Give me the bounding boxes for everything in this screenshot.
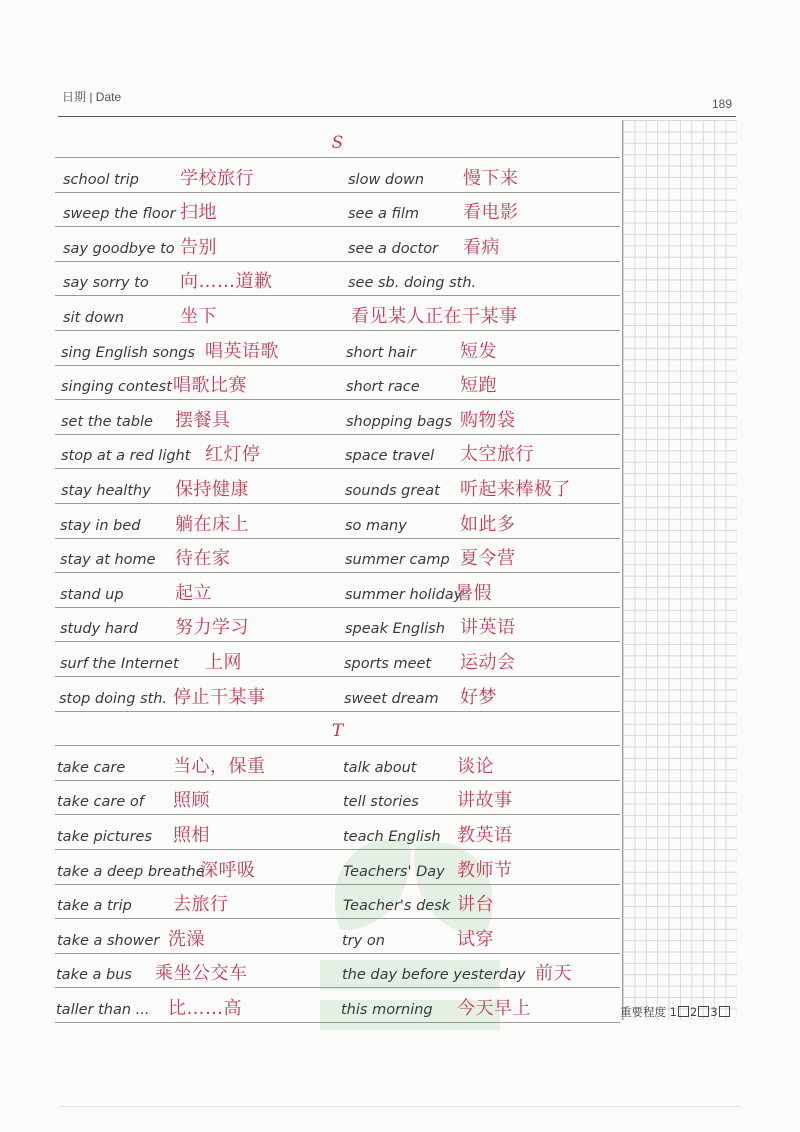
chinese-translation: 学校旅行 (180, 167, 254, 189)
english-phrase: teach English (343, 829, 441, 845)
chinese-translation: 去旅行 (173, 894, 229, 916)
grid-notes-panel (622, 120, 737, 1020)
vocab-row (55, 850, 620, 885)
top-rule (58, 116, 736, 117)
chinese-translation: 夏令营 (460, 548, 516, 570)
english-phrase: this morning (341, 1002, 433, 1018)
vocab-row (55, 746, 620, 781)
english-phrase: the day before yesterday (342, 967, 526, 984)
english-phrase: see sb. doing sth. (348, 275, 477, 292)
english-phrase: try on (342, 932, 385, 949)
bottom-rule (60, 1106, 740, 1107)
importance-level-2: 2 (689, 1005, 698, 1019)
vocab-row (55, 677, 620, 712)
english-phrase: tell stories (343, 794, 419, 811)
english-phrase: sweep the floor (63, 206, 176, 223)
english-phrase: say goodbye to (63, 240, 175, 257)
chinese-translation: 教师节 (457, 859, 513, 881)
english-phrase: Teachers' Day (343, 863, 445, 880)
english-phrase: stop at a red light (61, 448, 191, 465)
vocab-row (55, 919, 620, 954)
english-phrase: singing contest (61, 379, 172, 396)
section-letter: T (331, 721, 344, 742)
chinese-translation: 摆餐具 (175, 409, 231, 431)
chinese-translation: 讲台 (457, 894, 494, 916)
chinese-translation: 看病 (463, 236, 500, 258)
importance-checkbox-1[interactable] (678, 1006, 689, 1017)
english-phrase: stop doing sth. (59, 690, 168, 707)
chinese-translation: 看电影 (463, 202, 519, 224)
chinese-translation: 深呼吸 (200, 859, 256, 881)
chinese-translation: 太空旅行 (460, 444, 534, 466)
vocab-row (55, 434, 620, 469)
chinese-translation: 唱英语歌 (205, 340, 279, 362)
vocab-row (55, 538, 620, 573)
vocab-row (55, 988, 620, 1023)
chinese-translation: 看见某人正在干某事 (351, 306, 518, 327)
english-phrase: sweet dream (344, 690, 439, 707)
english-phrase: stay healthy (61, 483, 151, 499)
english-phrase: sit down (63, 310, 125, 326)
vocab-row (55, 400, 620, 435)
chinese-translation: 努力学习 (175, 617, 249, 639)
importance-rating (620, 1004, 731, 1020)
chinese-translation: 试穿 (457, 928, 494, 950)
chinese-translation: 运动会 (460, 652, 516, 673)
chinese-translation: 起立 (175, 582, 212, 604)
english-phrase: take a shower (57, 932, 160, 949)
english-phrase: study hard (60, 621, 139, 638)
english-phrase: stand up (60, 586, 124, 603)
section-header-t (55, 711, 620, 746)
english-phrase: sounds great (345, 483, 440, 499)
vocab-row (55, 158, 620, 193)
vocab-row (55, 573, 620, 608)
english-phrase: stay at home (60, 552, 156, 569)
vocab-row (55, 227, 620, 262)
english-phrase: shopping bags (346, 413, 452, 430)
vocab-row (55, 331, 620, 366)
vocab-row (55, 607, 620, 642)
english-phrase: take a trip (57, 898, 132, 915)
importance-checkbox-3[interactable] (719, 1006, 730, 1017)
english-phrase: stay in bed (60, 517, 141, 534)
chinese-translation: 停止干某事 (173, 686, 266, 708)
english-phrase: take a bus (56, 967, 132, 984)
chinese-translation: 待在家 (175, 548, 231, 570)
date-label: 日期 | Date (62, 90, 122, 104)
english-phrase: school trip (63, 171, 139, 188)
importance-label: 重要程度 (620, 1005, 666, 1019)
chinese-translation: 短发 (460, 340, 497, 362)
chinese-translation: 比……高 (168, 998, 242, 1019)
english-phrase: take care (57, 759, 126, 776)
english-phrase: sing English songs (61, 344, 195, 361)
vocab-row (55, 884, 620, 919)
chinese-translation: 听起来棒极了 (460, 479, 571, 500)
english-phrase: see a film (348, 206, 420, 223)
english-phrase: surf the Internet (60, 656, 179, 672)
chinese-translation: 扫地 (180, 202, 217, 224)
chinese-translation: 当心，保重 (173, 755, 266, 777)
english-phrase: summer camp (345, 552, 450, 569)
english-phrase: space travel (345, 448, 435, 465)
vocab-row (55, 815, 620, 850)
english-phrase: talk about (343, 759, 417, 776)
chinese-translation: 慢下来 (463, 167, 519, 189)
english-phrase: so many (345, 517, 407, 534)
english-phrase: summer holiday (345, 586, 463, 603)
chinese-translation: 红灯停 (205, 444, 261, 466)
vocab-row (55, 780, 620, 815)
chinese-translation: 前天 (535, 963, 572, 985)
english-phrase: taller than ... (56, 1002, 150, 1018)
page-number: 189 (712, 97, 733, 111)
chinese-translation: 告别 (180, 236, 217, 258)
english-phrase: set the table (61, 413, 153, 430)
vocab-row (55, 296, 620, 331)
chinese-translation: 短跑 (460, 375, 497, 397)
section-letter: S (331, 133, 344, 153)
vocab-row (55, 642, 620, 677)
english-phrase: take care of (57, 794, 144, 811)
english-phrase: take a deep breathe (57, 863, 205, 880)
chinese-translation: 洗澡 (168, 928, 205, 950)
chinese-translation: 购物袋 (460, 409, 516, 431)
importance-checkbox-2[interactable] (698, 1006, 709, 1017)
english-phrase: short hair (346, 344, 416, 361)
chinese-translation: 躺在床上 (175, 513, 249, 535)
chinese-translation: 向……道歉 (180, 271, 273, 293)
english-phrase: short race (346, 379, 420, 396)
chinese-translation: 保持健康 (175, 479, 249, 500)
chinese-translation: 唱歌比赛 (173, 375, 247, 397)
vocab-row (55, 261, 620, 296)
english-phrase: take pictures (57, 829, 153, 845)
importance-level-1: 1 (669, 1005, 677, 1019)
english-phrase: speak English (345, 621, 445, 638)
vocab-row (55, 192, 620, 227)
chinese-translation: 暑假 (455, 582, 492, 604)
vocab-row (55, 504, 620, 539)
vocab-row (55, 953, 620, 988)
chinese-translation: 乘坐公交车 (155, 963, 248, 985)
chinese-translation: 照顾 (173, 790, 210, 812)
chinese-translation: 坐下 (180, 306, 217, 327)
chinese-translation: 上网 (205, 652, 242, 673)
chinese-translation: 讲英语 (460, 617, 516, 639)
chinese-translation: 谈论 (457, 755, 494, 777)
vocab-row (55, 365, 620, 400)
importance-level-3: 3 (710, 1005, 718, 1019)
english-phrase: sports meet (344, 656, 432, 672)
english-phrase: slow down (348, 171, 425, 188)
english-phrase: say sorry to (63, 275, 149, 292)
english-phrase: see a doctor (348, 240, 439, 257)
section-header-s (55, 123, 620, 158)
chinese-translation: 照相 (173, 825, 210, 846)
chinese-translation: 好梦 (460, 686, 497, 708)
vocab-row (55, 469, 620, 504)
chinese-translation: 教英语 (457, 825, 513, 846)
chinese-translation: 讲故事 (457, 790, 513, 812)
chinese-translation: 如此多 (460, 513, 516, 535)
chinese-translation: 今天早上 (457, 998, 531, 1019)
english-phrase: Teacher's desk (343, 898, 451, 915)
